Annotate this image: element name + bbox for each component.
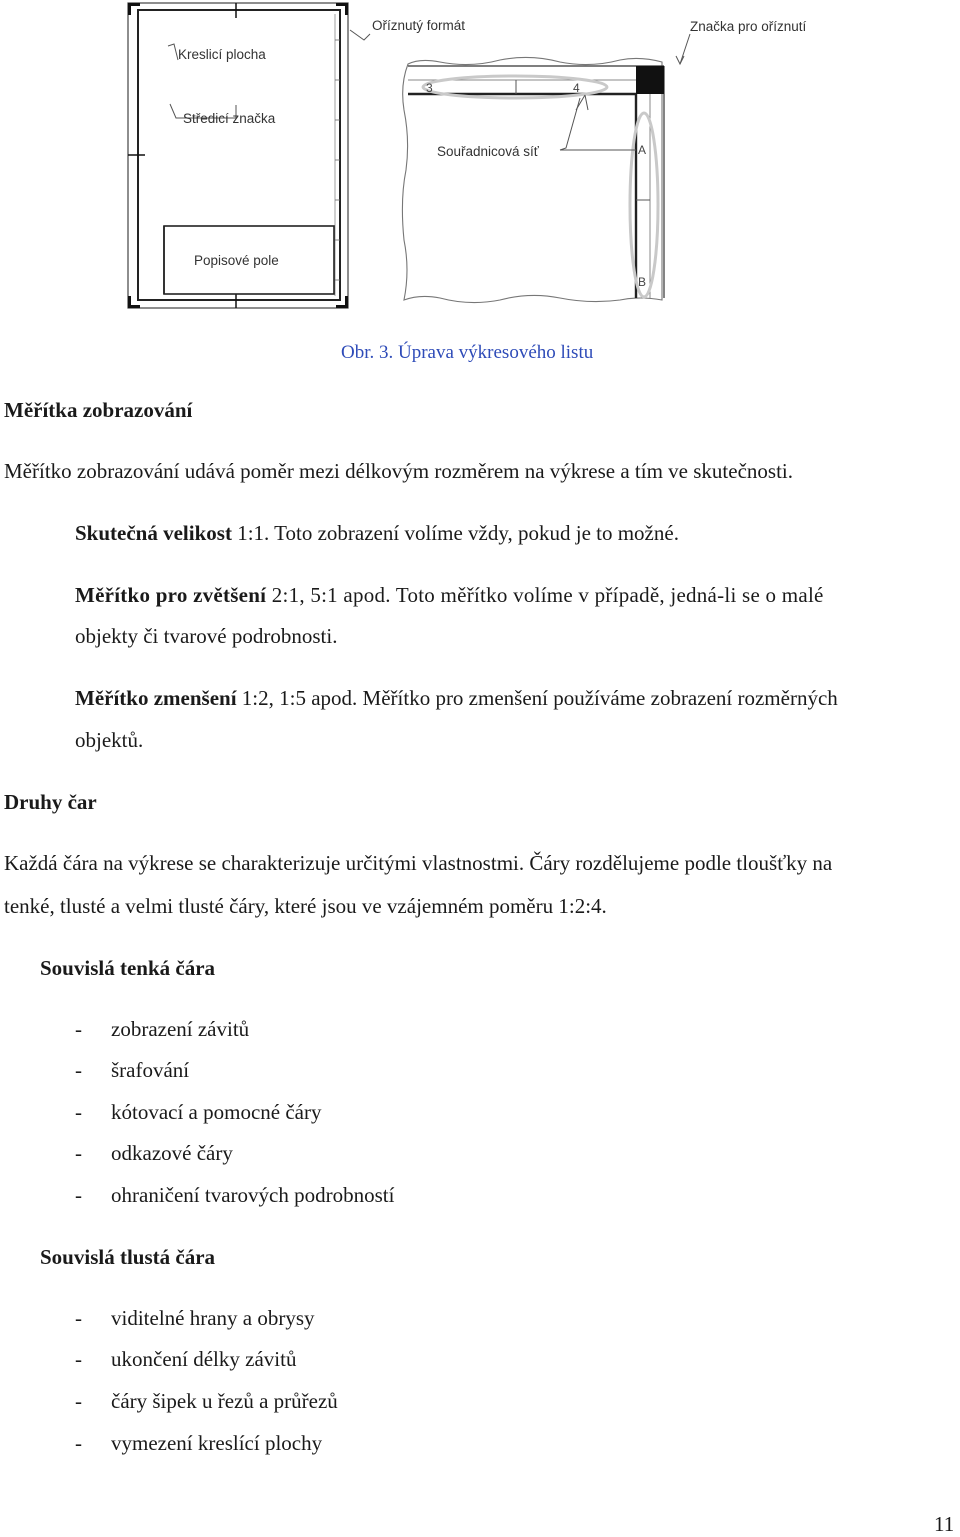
term-text: 1:2, 1:5 apod. Měřítko pro zmenšení používáme zobrazení rozměrných (236, 686, 838, 710)
list-item (75, 1100, 322, 1125)
list-item (75, 1389, 338, 1414)
list-item-text: šrafování (111, 1058, 190, 1082)
label-orizly-format: Oříznutý formát (372, 18, 466, 33)
list-item (75, 1017, 249, 1042)
list-item-meritko-zmenseni (75, 686, 838, 711)
list-item-text: ukončení délky závitů (111, 1347, 297, 1371)
bullet-dash: - (75, 1431, 82, 1455)
list-item-meritko-zmenseni-cont: objektů. (75, 728, 144, 752)
right-sheet-detail (350, 30, 690, 303)
grid-col-3: 3 (426, 81, 433, 95)
list-item-text: ohraničení tvarových podrobností (111, 1183, 395, 1207)
bullet-dash: - (75, 1141, 82, 1165)
list-item-text: odkazové čáry (111, 1141, 233, 1165)
bullet-dash: - (75, 1183, 82, 1207)
term: Měřítko pro zvětšení (75, 583, 267, 607)
list-item-text: zobrazení závitů (111, 1017, 250, 1041)
section-heading-meritka: Měřítka zobrazování (4, 398, 193, 422)
term: Skutečná velikost (75, 521, 232, 545)
druhy-car-paragraph-line2: tenké, tlusté a velmi tlusté čáry, které jsou ve vzájemném poměru 1:2:4. (4, 894, 607, 918)
label-kreslici-plocha: Kreslicí plocha (178, 47, 266, 62)
grid-col-4: 4 (573, 81, 580, 95)
label-znacka-pro-oriznuti: Značka pro oříznutí (690, 19, 807, 34)
bullet-dash: - (75, 1347, 82, 1371)
list-item-text: kótovací a pomocné čáry (111, 1100, 322, 1124)
term-text: 1:1. Toto zobrazení volíme vždy, pokud je to možné. (231, 521, 679, 545)
list-item (75, 1141, 233, 1166)
page-number: 11 (934, 1512, 955, 1536)
list-item-text: vymezení kreslící plochy (111, 1431, 323, 1455)
list-item-text: čáry šipek u řezů a průřezů (111, 1389, 338, 1413)
list-item (75, 1347, 296, 1372)
list-item-text: viditelné hrany a obrysy (111, 1306, 315, 1330)
subheading-souvisla-tenka: Souvislá tenká čára (40, 956, 216, 980)
term-text: 2:1, 5:1 apod. Toto měřítko volíme v případě, jedná-li se o malé (266, 583, 824, 607)
subheading-souvisla-tlusta: Souvislá tlustá čára (40, 1245, 216, 1269)
list-item (75, 1058, 189, 1083)
grid-row-b: B (638, 275, 647, 289)
list-item-meritko-zvetseni-cont: objekty či tvarové podrobnosti. (75, 624, 338, 648)
bullet-dash: - (75, 1100, 82, 1124)
list-item-skutecna-velikost (75, 521, 679, 546)
grid-row-a: A (638, 143, 647, 157)
list-item (75, 1183, 394, 1208)
intro-paragraph: Měřítko zobrazování udává poměr mezi délkovým rozměrem na výkrese a tím ve skutečnosti. (4, 459, 793, 483)
druhy-car-paragraph-line1: Každá čára na výkrese se charakterizuje určitými vlastnostmi. Čáry rozdělujeme podle tloušťky na (4, 851, 833, 875)
label-popisove-pole: Popisové pole (194, 253, 279, 268)
label-souradnicova-sit: Souřadnicová síť (437, 144, 539, 159)
list-item-meritko-zvetseni (75, 583, 824, 608)
bullet-dash: - (75, 1389, 82, 1413)
term: Měřítko zmenšení (75, 686, 237, 710)
figure-caption: Obr. 3. Úprava výkresového listu (341, 342, 594, 363)
list-item (75, 1306, 315, 1331)
section-heading-druhy-car: Druhy čar (4, 790, 97, 814)
drawing-sheet-figure (0, 0, 960, 320)
bullet-dash: - (75, 1017, 82, 1041)
bullet-dash: - (75, 1058, 82, 1082)
list-item (75, 1431, 322, 1456)
label-stredici-znacka: Středicí značka (183, 111, 276, 126)
bullet-dash: - (75, 1306, 82, 1330)
